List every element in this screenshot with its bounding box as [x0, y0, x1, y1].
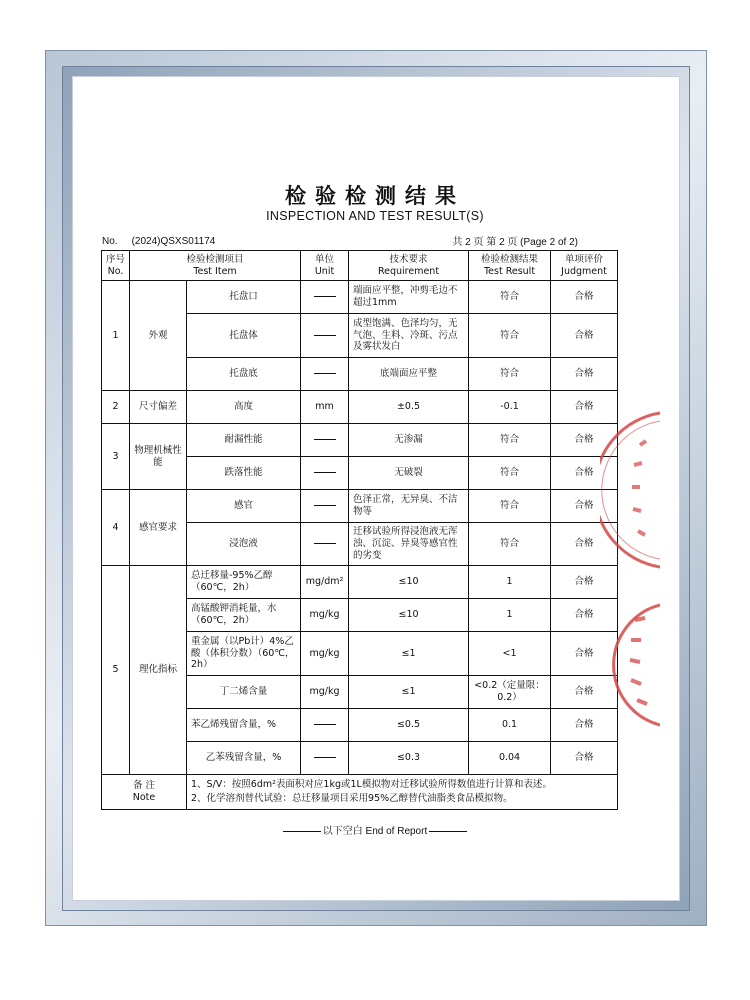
- row-category: 外观: [130, 281, 187, 391]
- table-row: [102, 424, 618, 457]
- row-judgment: 合格: [551, 314, 618, 358]
- row-item: 乙苯残留含量，%: [187, 742, 301, 775]
- row-requirement: 迁移试验所得浸泡液无浑浊、沉淀、异臭等感官性的劣变: [349, 523, 469, 566]
- header-judgment: 单项评价 Judgment: [551, 251, 618, 281]
- row-unit: mm: [301, 391, 349, 424]
- row-requirement: ≤1: [349, 632, 469, 676]
- row-result: 1: [469, 566, 551, 599]
- report-title-en: INSPECTION AND TEST RESULT(S): [266, 209, 484, 223]
- results-table: [101, 250, 618, 810]
- inspection-seal-partial: [605, 600, 660, 730]
- row-requirement: ≤10: [349, 599, 469, 632]
- row-unit: [301, 709, 349, 742]
- row-result: 0.04: [469, 742, 551, 775]
- row-unit: [301, 523, 349, 566]
- row-number: 1: [102, 281, 130, 391]
- row-item: 耐漏性能: [187, 424, 301, 457]
- table-row: [102, 566, 618, 599]
- row-judgment: 合格: [551, 424, 618, 457]
- row-requirement: 成型饱满、色泽均匀，无气泡、生料、冷斑、污点及雾状发白: [349, 314, 469, 358]
- row-item: 丁二烯含量: [187, 676, 301, 709]
- row-item: 苯乙烯残留含量，%: [187, 709, 301, 742]
- empty-dash: [314, 373, 336, 374]
- row-unit: [301, 358, 349, 391]
- empty-dash: [314, 543, 336, 544]
- row-item: 托盘口: [187, 281, 301, 314]
- row-item: 浸泡液: [187, 523, 301, 566]
- row-requirement: 色泽正常，无异臭、不洁物等: [349, 490, 469, 523]
- row-item: 跌落性能: [187, 457, 301, 490]
- row-item: 重金属（以Pb计）4%乙酸（体积分数）（60℃，2h）: [187, 632, 301, 676]
- row-unit: mg/kg: [301, 632, 349, 676]
- row-judgment: 合格: [551, 490, 618, 523]
- row-unit: [301, 457, 349, 490]
- row-unit: mg/dm²: [301, 566, 349, 599]
- table-row: [102, 391, 618, 424]
- row-category: 感官要求: [130, 490, 187, 566]
- row-unit: mg/kg: [301, 676, 349, 709]
- empty-dash: [314, 472, 336, 473]
- row-item: 托盘体: [187, 314, 301, 358]
- row-number: 4: [102, 490, 130, 566]
- end-rule-right: [429, 831, 467, 832]
- empty-dash: [314, 296, 336, 297]
- row-judgment: 合格: [551, 281, 618, 314]
- row-category: 理化指标: [130, 566, 187, 775]
- row-judgment: 合格: [551, 391, 618, 424]
- row-unit: [301, 424, 349, 457]
- report-number-value: (2024)QSXS01174: [131, 236, 216, 247]
- report-number: [102, 236, 215, 247]
- header-requirement: 技术要求 Requirement: [349, 251, 469, 281]
- header-row: [102, 251, 618, 281]
- header-result: 检验检测结果 Test Result: [469, 251, 551, 281]
- row-item: 高锰酸钾消耗量，水（60℃，2h）: [187, 599, 301, 632]
- header-item: 检验检测项目 Test Item: [130, 251, 301, 281]
- header-unit: 单位 Unit: [301, 251, 349, 281]
- row-requirement: ≤0.5: [349, 709, 469, 742]
- row-requirement: ±0.5: [349, 391, 469, 424]
- row-result: <1: [469, 632, 551, 676]
- row-number: 3: [102, 424, 130, 490]
- row-number: 2: [102, 391, 130, 424]
- row-judgment: 合格: [551, 457, 618, 490]
- row-unit: [301, 490, 349, 523]
- row-result: 1: [469, 599, 551, 632]
- report-number-label: No.: [102, 236, 118, 247]
- row-result: 符合: [469, 523, 551, 566]
- row-item: 总迁移量-95%乙醇（60℃，2h）: [187, 566, 301, 599]
- row-judgment: 合格: [551, 523, 618, 566]
- header-seq: 序号 No.: [102, 251, 130, 281]
- row-requirement: 无渗漏: [349, 424, 469, 457]
- row-unit: [301, 742, 349, 775]
- row-requirement: ≤0.3: [349, 742, 469, 775]
- row-judgment: 合格: [551, 358, 618, 391]
- row-result: 符合: [469, 281, 551, 314]
- row-judgment: 合格: [551, 676, 618, 709]
- row-result: 0.1: [469, 709, 551, 742]
- empty-dash: [314, 335, 336, 336]
- end-of-report: 以下空白 End of Report: [0, 822, 750, 837]
- report-title-cn: 检验检测结果: [285, 183, 465, 208]
- row-result: 符合: [469, 358, 551, 391]
- notes-text: 1、S/V：按照6dm²表面积对应1kg或1L模拟物对迁移试验所得数值进行计算和表述。 2、化学溶剂替代试验：总迁移量项目采用95%乙醇替代油脂类食品模拟物。: [187, 775, 618, 810]
- row-result: 符合: [469, 314, 551, 358]
- row-judgment: 合格: [551, 599, 618, 632]
- row-result: 符合: [469, 490, 551, 523]
- row-judgment: 合格: [551, 566, 618, 599]
- row-judgment: 合格: [551, 742, 618, 775]
- row-requirement: 底端面应平整: [349, 358, 469, 391]
- page-info: 共 2 页 第 2 页 (Page 2 of 2): [452, 237, 578, 248]
- row-category: 物理机械性能: [130, 424, 187, 490]
- empty-dash: [314, 724, 336, 725]
- table-row: [102, 490, 618, 523]
- row-result: 符合: [469, 457, 551, 490]
- row-result: -0.1: [469, 391, 551, 424]
- company-seal-partial: [600, 405, 660, 575]
- row-category: 尺寸偏差: [130, 391, 187, 424]
- row-item: 感官: [187, 490, 301, 523]
- row-judgment: 合格: [551, 709, 618, 742]
- row-unit: [301, 314, 349, 358]
- row-item: 托盘底: [187, 358, 301, 391]
- empty-dash: [314, 439, 336, 440]
- notes-label: 备 注 Note: [102, 775, 187, 810]
- empty-dash: [314, 505, 336, 506]
- row-requirement: ≤10: [349, 566, 469, 599]
- row-unit: mg/kg: [301, 599, 349, 632]
- row-requirement: 无破裂: [349, 457, 469, 490]
- table-row: [102, 281, 618, 314]
- row-requirement: 端面应平整，冲剪毛边不超过1mm: [349, 281, 469, 314]
- row-item: 高度: [187, 391, 301, 424]
- notes-row: [102, 775, 618, 810]
- row-requirement: ≤1: [349, 676, 469, 709]
- row-number: 5: [102, 566, 130, 775]
- empty-dash: [314, 757, 336, 758]
- row-judgment: 合格: [551, 632, 618, 676]
- row-result: 符合: [469, 424, 551, 457]
- row-unit: [301, 281, 349, 314]
- end-rule-left: [283, 831, 321, 832]
- row-result: <0.2（定量限：0.2）: [469, 676, 551, 709]
